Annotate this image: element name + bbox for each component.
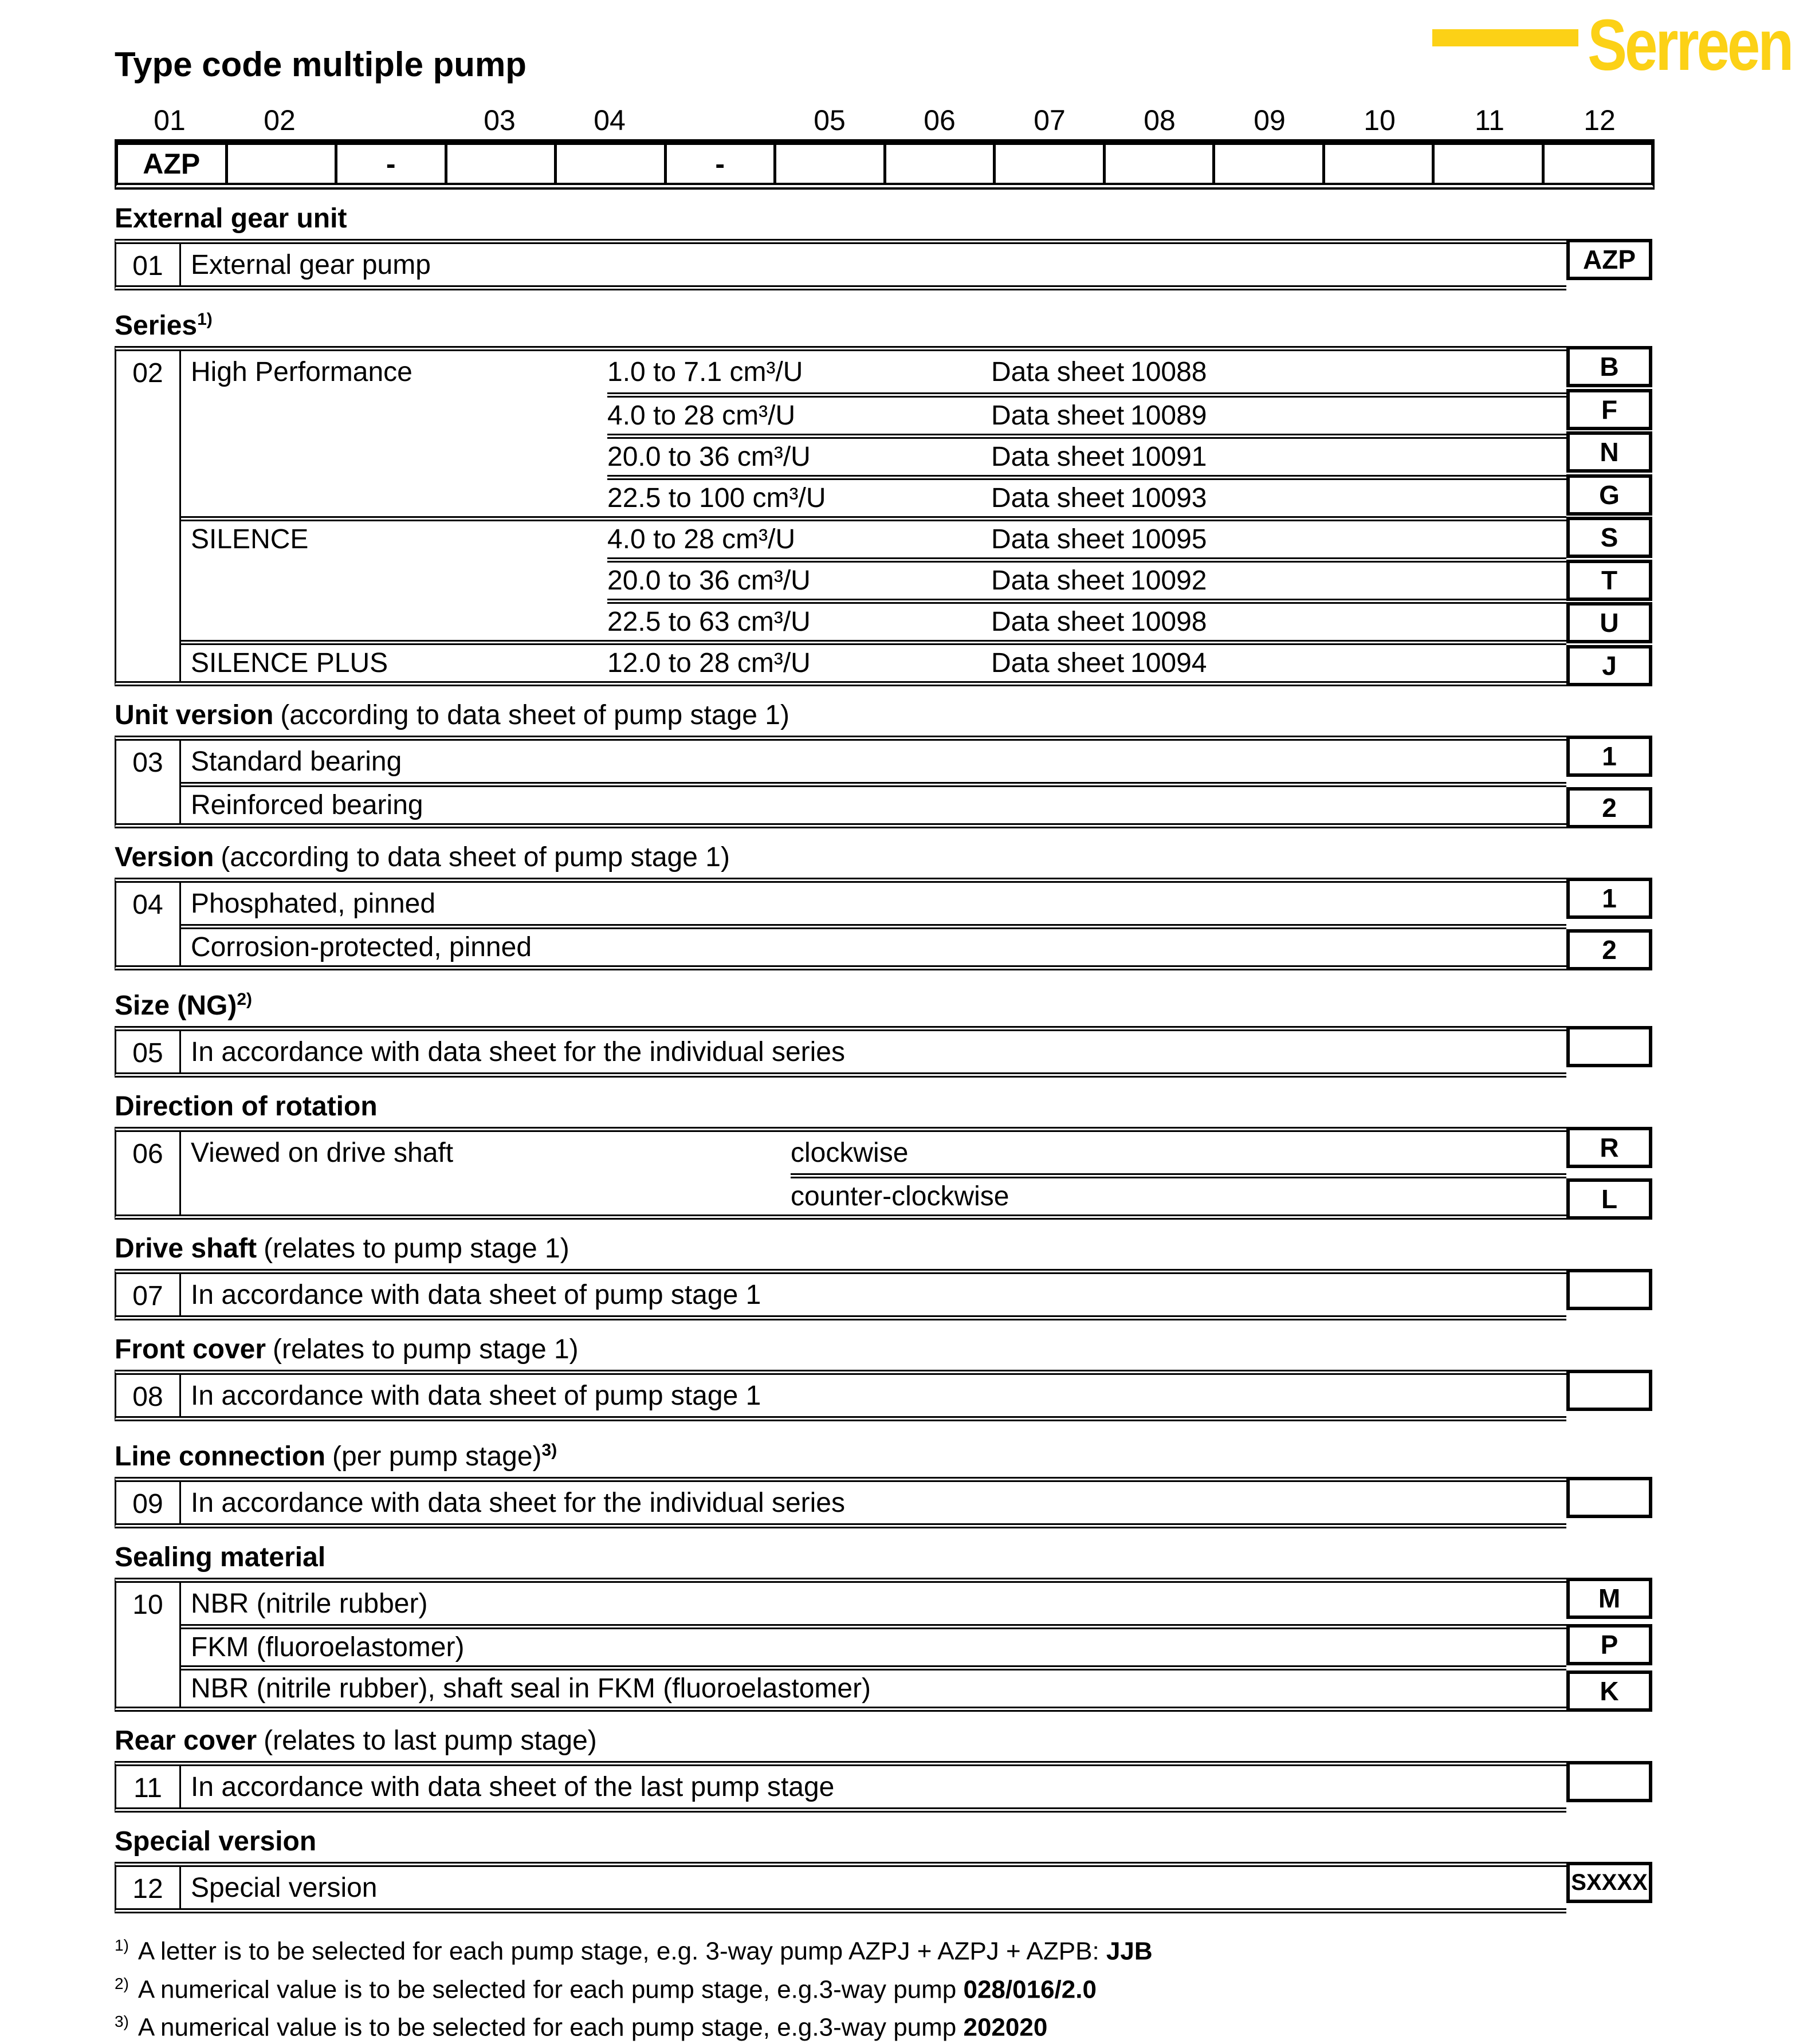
section-title: Size (NG) <box>115 990 237 1021</box>
logo-wordmark: Serreen <box>1587 5 1792 85</box>
section <box>115 1727 1655 1813</box>
row-label: Reinforced bearing <box>191 790 423 820</box>
displacement-range: 4.0 to 28 cm³/U <box>607 400 796 431</box>
code-column <box>1566 1862 1652 1913</box>
table-row <box>181 1375 1566 1416</box>
type-code-position-label: 12 <box>1584 104 1616 136</box>
type-code-position-label <box>665 104 775 139</box>
series-row-detail <box>607 557 1566 599</box>
table-main <box>115 1370 1566 1421</box>
code-column <box>1566 878 1652 970</box>
code-box: M <box>1566 1578 1652 1619</box>
table-row <box>181 1665 1566 1707</box>
data-sheet-number: 10093 <box>1130 483 1207 513</box>
footnotes <box>115 1929 1655 2044</box>
table-rows <box>181 883 1566 965</box>
data-sheet-label: Data sheet <box>991 400 1125 431</box>
table-main <box>115 736 1566 828</box>
section-heading <box>115 701 1655 730</box>
footnote-marker: 2) <box>115 1974 129 1992</box>
displacement-range: 4.0 to 28 cm³/U <box>607 524 796 555</box>
section-heading <box>115 1335 1655 1364</box>
row-label: External gear pump <box>191 249 431 280</box>
section-table <box>115 878 1655 970</box>
row-label: NBR (nitrile rubber) <box>191 1588 428 1619</box>
section-table <box>115 1269 1655 1320</box>
row-label: Special version <box>191 1872 378 1903</box>
table-row <box>181 392 1566 434</box>
ordering-code-sections <box>115 205 1655 1913</box>
position-number-cell: 07 <box>116 1274 181 1315</box>
footnote-marker: 1) <box>115 1936 129 1954</box>
type-code-cell: - <box>667 145 777 183</box>
footnote <box>115 1929 1655 1968</box>
code-box-empty <box>1566 1269 1652 1310</box>
type-code-cell <box>447 145 557 183</box>
table-rows <box>181 351 1566 681</box>
section <box>115 1543 1655 1712</box>
code-box: G <box>1566 474 1652 516</box>
table-row <box>181 924 1566 965</box>
code-box: AZP <box>1566 239 1652 280</box>
row-label: In accordance with data sheet for the individual series <box>191 1036 845 1067</box>
series-group-label: High Performance <box>191 356 412 387</box>
table-row <box>181 640 1566 681</box>
section-table <box>115 1370 1655 1421</box>
code-column <box>1566 1127 1652 1220</box>
section-note: (per pump stage) <box>332 1441 542 1472</box>
table-row <box>181 351 1566 392</box>
table-main <box>115 1761 1566 1813</box>
section-title: Series <box>115 310 198 341</box>
data-sheet-label: Data sheet <box>991 607 1125 637</box>
section-heading <box>115 1436 1655 1471</box>
section-title: Direction of rotation <box>115 1091 378 1122</box>
table-rows <box>181 1132 1566 1214</box>
table-row <box>181 1583 1566 1624</box>
table-row <box>181 1031 1566 1072</box>
displacement-range: 22.5 to 63 cm³/U <box>607 607 811 637</box>
direction-row-detail <box>791 1132 1566 1173</box>
data-sheet-number: 10091 <box>1130 442 1207 472</box>
section-table <box>115 736 1655 828</box>
section <box>115 1827 1655 1913</box>
table-rows <box>181 1274 1566 1315</box>
code-column <box>1566 346 1652 686</box>
direction-row-detail <box>791 1173 1566 1214</box>
code-column <box>1566 1370 1652 1421</box>
section <box>115 305 1655 686</box>
code-column <box>1566 1761 1652 1813</box>
table-row <box>181 1766 1566 1807</box>
data-sheet-label: Data sheet <box>991 524 1125 555</box>
code-box-empty <box>1566 1761 1652 1802</box>
section-table <box>115 1477 1655 1528</box>
type-code-position-label: 04 <box>594 104 626 136</box>
section <box>115 701 1655 828</box>
table-rows <box>181 244 1566 285</box>
section-heading <box>115 1543 1655 1572</box>
row-label: Phosphated, pinned <box>191 888 436 919</box>
section <box>115 1436 1655 1528</box>
displacement-range: 20.0 to 36 cm³/U <box>607 565 811 596</box>
data-sheet-number: 10089 <box>1130 400 1207 431</box>
position-number-cell: 09 <box>116 1482 181 1523</box>
data-sheet-number: 10098 <box>1130 607 1207 637</box>
section-title: Front cover <box>115 1334 266 1365</box>
section <box>115 1235 1655 1320</box>
displacement-range: 20.0 to 36 cm³/U <box>607 442 811 472</box>
type-code-position-label <box>335 104 445 139</box>
footnote-example-code: 202020 <box>963 2013 1048 2042</box>
code-box: F <box>1566 389 1652 430</box>
section-note-footnote-ref: 3) <box>541 1441 557 1460</box>
table-main <box>115 1477 1566 1528</box>
section <box>115 843 1655 970</box>
code-box: 2 <box>1566 787 1652 828</box>
table-rows <box>181 1375 1566 1416</box>
table-rows <box>181 741 1566 823</box>
series-group-label <box>181 392 607 434</box>
table-rows <box>181 1766 1566 1807</box>
type-code-position-label: 08 <box>1144 104 1176 136</box>
position-number-cell: 06 <box>116 1132 181 1214</box>
type-code-position-label: 07 <box>1034 104 1066 136</box>
type-code-position-label: 01 <box>154 104 186 136</box>
type-code-cell <box>1435 145 1545 183</box>
section <box>115 205 1655 290</box>
row-label: NBR (nitrile rubber), shaft seal in FKM (fluoroelastomer) <box>191 1673 871 1704</box>
section-heading <box>115 1827 1655 1856</box>
code-box: K <box>1566 1670 1652 1712</box>
position-number-cell: 08 <box>116 1375 181 1416</box>
footnote-text: A letter is to be selected for each pump stage, e.g. 3-way pump AZPJ + AZPJ + AZPB: <box>137 1937 1106 1966</box>
section-table <box>115 1578 1655 1712</box>
section-heading <box>115 985 1655 1020</box>
table-row <box>181 1132 1566 1173</box>
series-group-label <box>181 434 607 475</box>
table-rows <box>181 1867 1566 1908</box>
code-column <box>1566 1578 1652 1712</box>
type-code-cell <box>776 145 886 183</box>
table-row <box>181 557 1566 599</box>
type-code-cell: - <box>337 145 447 183</box>
code-box: P <box>1566 1624 1652 1665</box>
code-box-empty <box>1566 1026 1652 1067</box>
table-row <box>181 883 1566 924</box>
type-code-position-label: 03 <box>484 104 516 136</box>
row-label: In accordance with data sheet for the individual series <box>191 1487 845 1518</box>
data-sheet-number: 10088 <box>1130 356 1207 387</box>
table-row <box>181 516 1566 557</box>
row-label: Standard bearing <box>191 746 402 777</box>
section-heading <box>115 1092 1655 1121</box>
series-group-label <box>181 557 607 599</box>
row-label: In accordance with data sheet of pump stage 1 <box>191 1380 761 1411</box>
direction-value: clockwise <box>791 1137 909 1168</box>
series-group-label: SILENCE PLUS <box>191 648 388 678</box>
section-title: Rear cover <box>115 1725 257 1756</box>
series-row-detail <box>607 599 1566 640</box>
data-sheet-label: Data sheet <box>991 442 1125 472</box>
section-table <box>115 1761 1655 1813</box>
table-row <box>181 1482 1566 1523</box>
section <box>115 1092 1655 1220</box>
series-row-detail <box>607 475 1566 516</box>
code-box: SXXXX <box>1566 1862 1652 1903</box>
series-row-detail <box>607 521 1566 557</box>
type-code-cell <box>228 145 338 183</box>
position-number-cell: 03 <box>116 741 181 823</box>
logo-bar-icon <box>1432 29 1578 46</box>
code-box: 1 <box>1566 878 1652 919</box>
table-row <box>181 1867 1566 1908</box>
section-note: (relates to pump stage 1) <box>273 1334 579 1365</box>
section-note: (according to data sheet of pump stage 1) <box>221 842 730 872</box>
section-heading <box>115 843 1655 872</box>
type-code-position-label: 09 <box>1254 104 1286 136</box>
type-code-position-labels <box>115 104 1655 139</box>
section-heading <box>115 1235 1655 1263</box>
series-group-label <box>181 475 607 516</box>
footnote-marker: 3) <box>115 2012 129 2031</box>
type-code-position-label: 05 <box>814 104 846 136</box>
type-code-cell <box>557 145 667 183</box>
section-table <box>115 1127 1655 1220</box>
section-note: (relates to last pump stage) <box>264 1725 597 1756</box>
section-table <box>115 1862 1655 1913</box>
code-column <box>1566 1026 1652 1078</box>
direction-value: counter-clockwise <box>791 1181 1009 1212</box>
code-box: 2 <box>1566 929 1652 970</box>
displacement-range: 22.5 to 100 cm³/U <box>607 483 826 513</box>
data-sheet-label: Data sheet <box>991 648 1125 678</box>
type-code-cell <box>1215 145 1325 183</box>
series-row-detail <box>607 645 1566 681</box>
code-box: T <box>1566 560 1652 601</box>
table-main <box>115 346 1566 686</box>
section-title: Special version <box>115 1826 317 1857</box>
section-heading <box>115 205 1655 233</box>
type-code-cell <box>996 145 1106 183</box>
data-sheet-number: 10095 <box>1130 524 1207 555</box>
page-title: Type code multiple pump <box>115 45 527 84</box>
position-number-cell: 12 <box>116 1867 181 1908</box>
data-sheet-number: 10092 <box>1130 565 1207 596</box>
code-column <box>1566 239 1652 290</box>
table-row <box>181 434 1566 475</box>
section-table <box>115 239 1655 290</box>
table-rows <box>181 1583 1566 1707</box>
code-box: 1 <box>1566 736 1652 777</box>
footnote-text: A numerical value is to be selected for each pump stage, e.g.3-way pump <box>137 2013 964 2042</box>
code-column <box>1566 1477 1652 1528</box>
data-sheet-label: Data sheet <box>991 565 1125 596</box>
code-box: R <box>1566 1127 1652 1168</box>
position-number-cell: 02 <box>116 351 181 681</box>
footnote <box>115 2006 1655 2044</box>
section-heading <box>115 305 1655 340</box>
position-number-cell: 04 <box>116 883 181 965</box>
data-sheet-label: Data sheet <box>991 356 1125 387</box>
type-code-cell <box>1106 145 1216 183</box>
section <box>115 1335 1655 1421</box>
table-rows <box>181 1031 1566 1072</box>
section <box>115 985 1655 1078</box>
table-main <box>115 1269 1566 1320</box>
table-main <box>115 1578 1566 1712</box>
section-table <box>115 1026 1655 1078</box>
series-row-detail <box>607 434 1566 475</box>
section-table <box>115 346 1655 686</box>
footnote <box>115 1968 1655 2006</box>
section-title: Version <box>115 842 214 872</box>
code-box: J <box>1566 645 1652 686</box>
position-number-cell: 10 <box>116 1583 181 1707</box>
footnote-example-code: JJB <box>1106 1937 1153 1966</box>
table-main <box>115 1026 1566 1078</box>
section-heading <box>115 1727 1655 1755</box>
type-code-cell <box>886 145 996 183</box>
position-number-cell: 11 <box>116 1766 181 1807</box>
section-title: Sealing material <box>115 1542 326 1573</box>
section-note: (according to data sheet of pump stage 1) <box>280 700 789 730</box>
type-code-position-label: 02 <box>264 104 296 136</box>
series-row-detail <box>607 351 1566 392</box>
series-group-label <box>181 599 607 640</box>
row-label: FKM (fluoroelastomer) <box>191 1632 465 1662</box>
table-row <box>181 741 1566 782</box>
row-label: In accordance with data sheet of pump stage 1 <box>191 1279 761 1310</box>
section-title-footnote-ref: 1) <box>197 310 213 329</box>
series-group-label: SILENCE <box>191 524 309 555</box>
table-row <box>181 244 1566 285</box>
row-label: Viewed on drive shaft <box>191 1137 454 1168</box>
code-box: U <box>1566 602 1652 643</box>
table-main <box>115 878 1566 970</box>
position-number-cell: 05 <box>116 1031 181 1072</box>
type-code-position-label: 06 <box>924 104 956 136</box>
code-column <box>1566 1269 1652 1320</box>
code-box: N <box>1566 431 1652 473</box>
type-code-cell <box>1545 145 1652 183</box>
section-title: Drive shaft <box>115 1233 257 1264</box>
table-main <box>115 239 1566 290</box>
type-code-position-label: 10 <box>1364 104 1396 136</box>
type-code-position-label: 11 <box>1475 104 1504 136</box>
table-row <box>181 1274 1566 1315</box>
position-number-cell: 01 <box>116 244 181 285</box>
code-box-empty <box>1566 1370 1652 1411</box>
table-row <box>181 475 1566 516</box>
table-row <box>181 1173 1566 1214</box>
section-title: External gear unit <box>115 203 347 234</box>
data-sheet-label: Data sheet <box>991 483 1125 513</box>
table-main <box>115 1862 1566 1913</box>
table-main <box>115 1127 1566 1220</box>
displacement-range: 1.0 to 7.1 cm³/U <box>607 356 803 387</box>
table-rows <box>181 1482 1566 1523</box>
type-code-cell <box>1325 145 1435 183</box>
row-label: Corrosion-protected, pinned <box>191 932 532 962</box>
series-row-detail <box>607 392 1566 434</box>
displacement-range: 12.0 to 28 cm³/U <box>607 648 811 678</box>
footnote-example-code: 028/016/2.0 <box>963 1975 1097 2004</box>
section-title-footnote-ref: 2) <box>237 990 253 1009</box>
table-row <box>181 782 1566 823</box>
type-code-cell: AZP <box>118 145 228 183</box>
code-box: S <box>1566 517 1652 558</box>
brand-logo <box>1432 5 1792 85</box>
code-box-empty <box>1566 1477 1652 1518</box>
code-box: B <box>1566 346 1652 387</box>
section-note: (relates to pump stage 1) <box>264 1233 569 1264</box>
section-title: Unit version <box>115 700 274 730</box>
footnote-text: A numerical value is to be selected for each pump stage, e.g.3-way pump <box>137 1975 964 2004</box>
data-sheet-number: 10094 <box>1130 648 1207 678</box>
code-column <box>1566 736 1652 828</box>
table-row <box>181 599 1566 640</box>
row-label: In accordance with data sheet of the last pump stage <box>191 1771 835 1802</box>
section-title: Line connection <box>115 1441 326 1472</box>
row-label <box>181 1173 791 1214</box>
table-row <box>181 1624 1566 1665</box>
code-box: L <box>1566 1178 1652 1220</box>
type-code-boxes <box>115 139 1655 190</box>
type-code-row <box>115 104 1655 190</box>
